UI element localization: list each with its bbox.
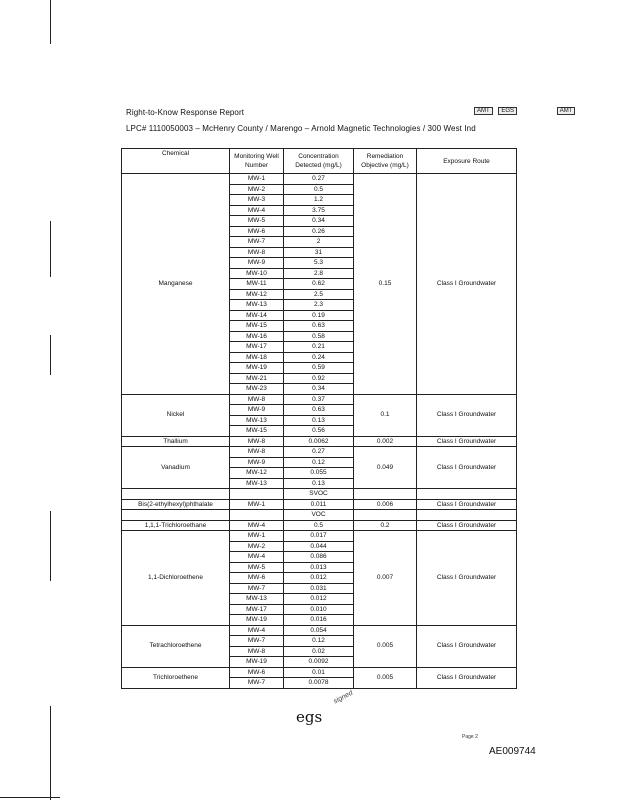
route-cell: Class I Groundwater <box>417 394 517 436</box>
concentration-cell: 0.59 <box>284 363 354 374</box>
well-cell: MW-4 <box>230 625 284 636</box>
well-cell: MW-9 <box>230 405 284 416</box>
scan-mark <box>50 221 51 277</box>
well-cell: MW-17 <box>230 342 284 353</box>
scan-mark <box>50 0 51 44</box>
section-row <box>122 489 517 500</box>
table-row <box>122 667 517 678</box>
concentration-cell: 0.56 <box>284 426 354 437</box>
concentration-cell: 0.017 <box>284 531 354 542</box>
well-cell: MW-10 <box>230 268 284 279</box>
well-cell: MW-6 <box>230 226 284 237</box>
header-logos <box>474 107 579 115</box>
concentration-cell: 0.21 <box>284 342 354 353</box>
well-cell: MW-3 <box>230 195 284 206</box>
table-row <box>122 625 517 636</box>
section-label: VOC <box>284 510 354 521</box>
col-header: Remediation Objective (mg/L) <box>354 149 417 174</box>
objective-cell: 0.005 <box>354 667 417 688</box>
well-cell: MW-12 <box>230 289 284 300</box>
objective-cell: 0.049 <box>354 447 417 489</box>
table-row <box>122 447 517 458</box>
well-cell: MW-6 <box>230 573 284 584</box>
logo-badge: EGS <box>498 107 517 115</box>
well-cell: MW-5 <box>230 216 284 227</box>
table-row <box>122 520 517 531</box>
concentration-cell: 0.044 <box>284 541 354 552</box>
concentration-cell: 0.24 <box>284 352 354 363</box>
concentration-cell: 2.5 <box>284 289 354 300</box>
concentration-cell: 2.8 <box>284 268 354 279</box>
well-cell: MW-8 <box>230 447 284 458</box>
col-header: Chemical <box>122 149 230 174</box>
page-number: Page 2 <box>462 734 478 740</box>
route-cell: Class I Groundwater <box>417 447 517 489</box>
concentration-cell: 0.013 <box>284 562 354 573</box>
well-cell: MW-8 <box>230 394 284 405</box>
concentration-cell: 0.031 <box>284 583 354 594</box>
concentration-cell: 0.0092 <box>284 657 354 668</box>
route-cell: Class I Groundwater <box>417 667 517 688</box>
report-title: Right-to-Know Response Report <box>126 108 245 117</box>
concentration-cell: 0.62 <box>284 279 354 290</box>
concentration-cell: 0.27 <box>284 174 354 185</box>
table-row <box>122 394 517 405</box>
chemical-cell: Tetrachloroethene <box>122 625 230 667</box>
results-table <box>121 148 517 689</box>
concentration-cell: 0.92 <box>284 373 354 384</box>
well-cell: MW-2 <box>230 184 284 195</box>
well-cell: MW-7 <box>230 583 284 594</box>
route-cell: Class I Groundwater <box>417 531 517 626</box>
route-cell: Class I Groundwater <box>417 174 517 395</box>
objective-cell: 0.15 <box>354 174 417 395</box>
concentration-cell: 0.02 <box>284 646 354 657</box>
scan-mark <box>0 797 60 798</box>
chemical-cell: Vanadium <box>122 447 230 489</box>
well-cell: MW-7 <box>230 678 284 689</box>
well-cell: MW-15 <box>230 321 284 332</box>
concentration-cell: 0.012 <box>284 573 354 584</box>
concentration-cell: 0.34 <box>284 216 354 227</box>
chemical-cell: Trichloroethene <box>122 667 230 688</box>
well-cell: MW-5 <box>230 562 284 573</box>
well-cell: MW-6 <box>230 667 284 678</box>
well-cell: MW-4 <box>230 552 284 563</box>
concentration-cell: 0.58 <box>284 331 354 342</box>
concentration-cell: 0.13 <box>284 415 354 426</box>
well-cell: MW-8 <box>230 646 284 657</box>
well-cell: MW-1 <box>230 499 284 510</box>
well-cell: MW-16 <box>230 331 284 342</box>
well-cell: MW-15 <box>230 426 284 437</box>
concentration-cell: 0.34 <box>284 384 354 395</box>
well-cell: MW-13 <box>230 415 284 426</box>
objective-cell: 0.006 <box>354 499 417 510</box>
chemical-cell: Manganese <box>122 174 230 395</box>
concentration-cell: 0.26 <box>284 226 354 237</box>
concentration-cell: 2 <box>284 237 354 248</box>
section-label: SVOC <box>284 489 354 500</box>
col-header: Exposure Route <box>417 149 517 174</box>
concentration-cell: 0.055 <box>284 468 354 479</box>
well-cell: MW-23 <box>230 384 284 395</box>
concentration-cell: 0.37 <box>284 394 354 405</box>
concentration-cell: 31 <box>284 247 354 258</box>
concentration-cell: 5.3 <box>284 258 354 269</box>
concentration-cell: 0.011 <box>284 499 354 510</box>
concentration-cell: 0.5 <box>284 184 354 195</box>
objective-cell: 0.2 <box>354 520 417 531</box>
well-cell: MW-7 <box>230 237 284 248</box>
egs-logo: egs <box>296 708 323 726</box>
concentration-cell: 3.75 <box>284 205 354 216</box>
objective-cell: 0.002 <box>354 436 417 447</box>
chemical-cell: Bis(2-ethylhexyl)phthalate <box>122 499 230 510</box>
well-cell: MW-11 <box>230 279 284 290</box>
scan-mark <box>50 511 51 581</box>
table-row <box>122 174 517 185</box>
table-row <box>122 436 517 447</box>
section-row <box>122 510 517 521</box>
objective-cell: 0.005 <box>354 625 417 667</box>
concentration-cell: 0.012 <box>284 594 354 605</box>
well-cell: MW-14 <box>230 310 284 321</box>
concentration-cell: 0.63 <box>284 405 354 416</box>
well-cell: MW-4 <box>230 520 284 531</box>
well-cell: MW-19 <box>230 615 284 626</box>
well-cell: MW-8 <box>230 247 284 258</box>
well-cell: MW-9 <box>230 457 284 468</box>
table-row <box>122 499 517 510</box>
well-cell: MW-13 <box>230 478 284 489</box>
concentration-cell: 0.5 <box>284 520 354 531</box>
logo-badge: AMT <box>557 107 576 115</box>
concentration-cell: 0.12 <box>284 457 354 468</box>
col-header: Concentration Detected (mg/L) <box>284 149 354 174</box>
well-cell: MW-7 <box>230 636 284 647</box>
well-cell: MW-19 <box>230 363 284 374</box>
well-cell: MW-18 <box>230 352 284 363</box>
concentration-cell: 0.19 <box>284 310 354 321</box>
concentration-cell: 2.3 <box>284 300 354 311</box>
concentration-cell: 0.086 <box>284 552 354 563</box>
route-cell: Class I Groundwater <box>417 499 517 510</box>
well-cell: MW-1 <box>230 531 284 542</box>
logo-badge: AMT <box>474 107 493 115</box>
well-cell: MW-19 <box>230 657 284 668</box>
concentration-cell: 0.010 <box>284 604 354 615</box>
concentration-cell: 0.016 <box>284 615 354 626</box>
well-cell: MW-13 <box>230 594 284 605</box>
concentration-cell: 0.63 <box>284 321 354 332</box>
well-cell: MW-1 <box>230 174 284 185</box>
table-header-row <box>122 149 517 174</box>
scan-mark <box>50 706 51 800</box>
chemical-cell: 1,1-Dichloroethene <box>122 531 230 626</box>
well-cell: MW-17 <box>230 604 284 615</box>
concentration-cell: 0.0078 <box>284 678 354 689</box>
route-cell: Class I Groundwater <box>417 625 517 667</box>
concentration-cell: 0.13 <box>284 478 354 489</box>
scan-mark <box>50 335 51 375</box>
well-cell: MW-21 <box>230 373 284 384</box>
concentration-cell: 0.054 <box>284 625 354 636</box>
concentration-cell: 0.12 <box>284 636 354 647</box>
route-cell: Class I Groundwater <box>417 436 517 447</box>
report-subtitle: LPC# 1110050003 – McHenry County / Marengo – Arnold Magnetic Technologies / 300 West Ind <box>126 124 476 133</box>
chemical-cell: Thallium <box>122 436 230 447</box>
concentration-cell: 1.2 <box>284 195 354 206</box>
route-cell: Class I Groundwater <box>417 520 517 531</box>
well-cell: MW-8 <box>230 436 284 447</box>
objective-cell: 0.1 <box>354 394 417 436</box>
well-cell: MW-2 <box>230 541 284 552</box>
well-cell: MW-12 <box>230 468 284 479</box>
table-row <box>122 531 517 542</box>
chemical-cell: 1,1,1-Trichloroethane <box>122 520 230 531</box>
concentration-cell: 0.0062 <box>284 436 354 447</box>
well-cell: MW-9 <box>230 258 284 269</box>
objective-cell: 0.007 <box>354 531 417 626</box>
chemical-cell: Nickel <box>122 394 230 436</box>
concentration-cell: 0.01 <box>284 667 354 678</box>
well-cell: MW-4 <box>230 205 284 216</box>
col-header: Monitoring Well Number <box>230 149 284 174</box>
concentration-cell: 0.27 <box>284 447 354 458</box>
signature: signed <box>332 689 355 706</box>
well-cell: MW-13 <box>230 300 284 311</box>
bates-number: AE009744 <box>489 746 536 757</box>
